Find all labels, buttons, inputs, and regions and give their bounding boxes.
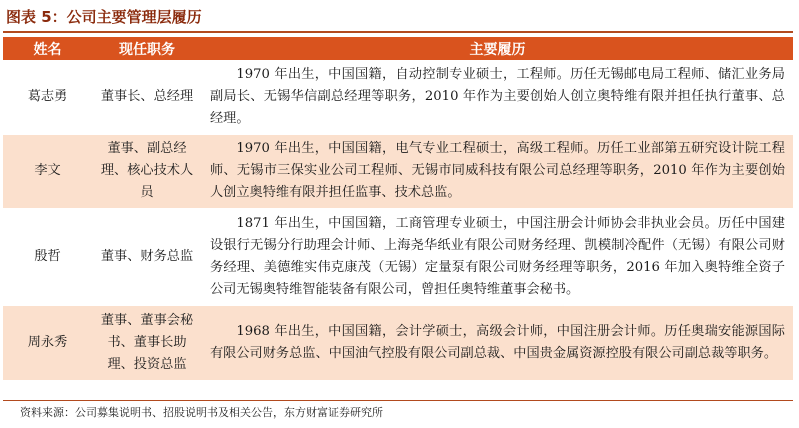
cell-name: 李文 xyxy=(3,134,92,208)
cell-position: 董事长、总经理 xyxy=(92,60,202,134)
table-row xyxy=(3,134,793,208)
header-name: 姓名 xyxy=(3,37,92,60)
cell-resume: 1968 年出生，中国国籍，会计学硕士，高级会计师，中国注册会计师。历任奥瑞安能源国际有限公司财务总监、中国油气控股有限公司副总裁、中国贵金属资源控股有限公司副总裁等职务。 xyxy=(202,305,793,380)
header-position: 现任职务 xyxy=(92,37,202,60)
management-table xyxy=(3,37,793,381)
table-row xyxy=(3,208,793,305)
cell-name: 周永秀 xyxy=(3,305,92,380)
header-resume: 主要履历 xyxy=(202,37,793,60)
cell-name: 葛志勇 xyxy=(3,60,92,134)
figure-title: 图表 5：公司主要管理层履历 xyxy=(6,8,202,26)
source-note: 资料来源：公司募集说明书、招股说明书及相关公告，东方财富证券研究所 xyxy=(20,406,383,419)
cell-resume: 1871 年出生，中国国籍，工商管理专业硕士，中国注册会计师协会非执业会员。历任中国建设银行无锡分行助理会计师、上海尧华纸业有限公司财务经理、凯模制冷配件（无锡）有限公司财务经理、美德维实伟克康茂（无锡）定量泵有限公司财务经理等职务，2016 年加入奥特维全资子公司无锡奥特维智能装备有限公司，曾担任奥特维董事会秘书。 xyxy=(202,208,793,305)
table-header-row xyxy=(3,37,793,60)
cell-position: 董事、副总经理、核心技术人员 xyxy=(92,134,202,208)
cell-position: 董事、董事会秘书、董事长助理、投资总监 xyxy=(92,305,202,380)
table-row xyxy=(3,60,793,134)
cell-resume: 1970 年出生，中国国籍，电气专业工程硕士，高级工程师。历任工业部第五研究设计院工程师、无锡市三保实业公司工程师、无锡市同威科技有限公司总经理等职务，2010 年作为主要创始人创立奥特维有限并担任监事、技术总监。 xyxy=(202,134,793,208)
title-divider xyxy=(3,31,793,33)
cell-resume: 1970 年出生，中国国籍，自动控制专业硕士，工程师。历任无锡邮电局工程师、储汇业务局副局长、无锡华信副总经理等职务，2010 年作为主要创始人创立奥特维有限并担任执行董事、总经理。 xyxy=(202,60,793,134)
table-row xyxy=(3,305,793,380)
table-bottom-divider xyxy=(3,400,793,401)
cell-position: 董事、财务总监 xyxy=(92,208,202,305)
cell-name: 殷哲 xyxy=(3,208,92,305)
